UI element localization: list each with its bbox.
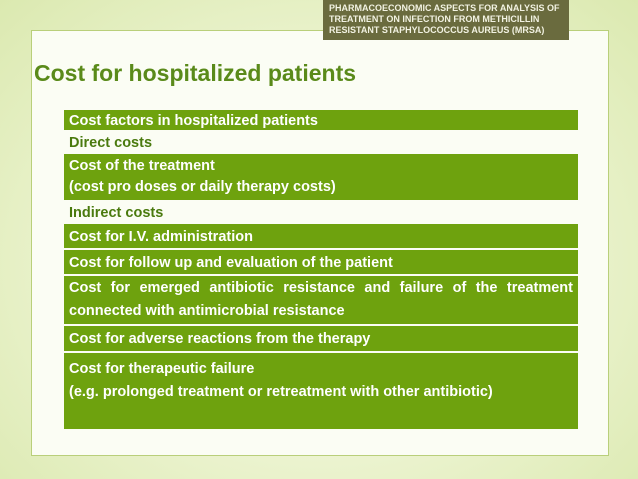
table-row-cost-factors: Cost factors in hospitalized patients — [64, 110, 578, 132]
table-row-direct-costs: Direct costs — [64, 132, 578, 154]
table-row-iv-administration: Cost for I.V. administration — [64, 224, 578, 250]
table-row-therapeutic-failure — [64, 353, 578, 431]
table-row-indirect-costs: Indirect costs — [64, 202, 578, 224]
table-row-follow-up: Cost for follow up and evaluation of the patient — [64, 250, 578, 276]
table-row-adverse-reactions: Cost for adverse reactions from the therapy — [64, 326, 578, 353]
row-line: (cost pro doses or daily therapy costs) — [69, 179, 336, 195]
header-tag: PHARMACOECONOMIC ASPECTS FOR ANALYSIS OF TREATMENT ON INFECTION FROM METHICILLIN RESISTANT STAPHYLOCOCCUS AUREUS (MRSA) — [323, 0, 569, 40]
row-line: Cost of the treatment — [69, 158, 215, 174]
row-line: (e.g. prolonged treatment or retreatment with other antibiotic) — [69, 384, 493, 400]
row-line: Cost for therapeutic failure — [69, 361, 255, 377]
table-row-antibiotic-resistance: Cost for emerged antibiotic resistance and failure of the treatment connected with antimicrobial resistance — [64, 276, 578, 326]
cost-table — [64, 110, 578, 431]
table-row-treatment-cost — [64, 154, 578, 202]
slide-title: Cost for hospitalized patients — [34, 60, 357, 86]
